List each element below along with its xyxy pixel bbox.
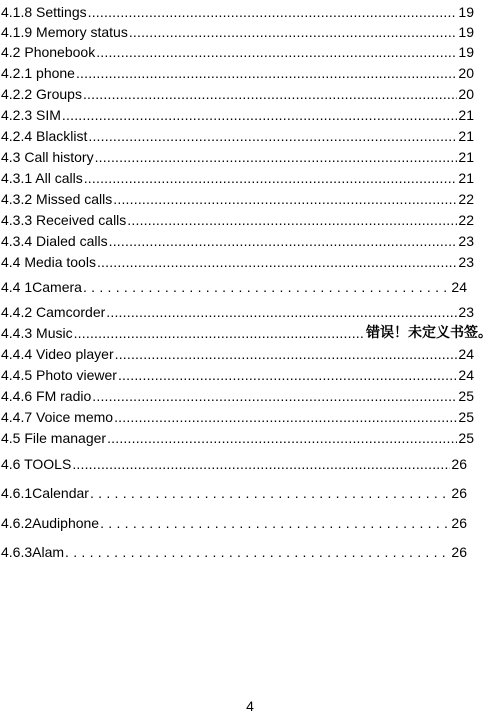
toc-entry-title: 4.4.5 Photo viewer [1, 367, 117, 383]
toc-entry-page: 23 [458, 254, 474, 270]
toc-leader-dots [76, 65, 457, 81]
toc-entry[interactable] [1, 342, 474, 362]
toc-leader-dots [72, 456, 450, 472]
toc-entry-page: 24 [451, 279, 467, 295]
toc-leader-dots [118, 367, 457, 383]
toc-entry-title: 4.3.2 Missed calls [1, 191, 113, 207]
toc-entry[interactable] [1, 187, 474, 207]
toc-entry-page: 26 [451, 515, 467, 531]
toc-entry-title: 4.6 TOOLS [1, 456, 72, 472]
toc-entry[interactable] [1, 405, 474, 425]
toc-entry-title: 4.6.1Calendar [1, 485, 89, 501]
toc-leader-dots [88, 4, 458, 20]
toc-entry-page: 20 [458, 65, 474, 81]
toc-entry[interactable] [1, 363, 474, 383]
toc-entry-title: 4.6.3Alam [1, 544, 65, 560]
toc-entry-title: 4.4.7 Voice memo [1, 409, 114, 425]
toc-entry-title: 4.2.1 phone [1, 65, 75, 81]
toc-entry[interactable] [1, 426, 474, 446]
toc-leader-dots [88, 128, 457, 144]
toc-entry-page: 20 [458, 86, 474, 102]
toc-entry-page: 26 [451, 456, 467, 472]
toc-entry-page: 24 [458, 367, 474, 383]
toc-leader-dots [129, 24, 458, 40]
toc-entry[interactable] [1, 82, 474, 102]
toc-entry[interactable] [1, 511, 467, 531]
toc-entry-title: 4.2.4 Blacklist [1, 128, 88, 144]
toc-leader-dots [113, 191, 457, 207]
toc-entry-page: 19 [458, 44, 474, 60]
toc-entry[interactable] [1, 208, 474, 228]
toc-entry-page-error: 错误！未定义书签。 [366, 325, 492, 341]
toc-entry-page: 23 [458, 304, 474, 320]
toc-entry-page: 19 [458, 4, 474, 20]
toc-entry-title: 4.3.1 All calls [1, 170, 83, 186]
toc-leader-dots [62, 107, 458, 123]
toc-entry[interactable] [1, 481, 467, 501]
toc-entry-title: 4.6.2Audiphone [1, 515, 100, 531]
toc-entry-page: 24 [458, 346, 474, 362]
toc-entry[interactable] [1, 540, 467, 560]
toc-leader-dots [109, 233, 458, 249]
toc-entry-page: 25 [458, 388, 474, 404]
toc-entry-title: 4.4 1Camera [1, 279, 82, 295]
toc-entry-title: 4.3 Call history [1, 149, 94, 165]
toc-entry[interactable] [1, 124, 474, 144]
toc-leader-dots [96, 44, 457, 60]
toc-entry[interactable] [1, 250, 474, 270]
toc-entry-page: 23 [458, 233, 474, 249]
toc-leader-dots [92, 388, 457, 404]
toc-entry[interactable] [1, 20, 474, 40]
toc-entry-page: 26 [451, 485, 467, 501]
toc-entry[interactable] [1, 0, 474, 20]
toc-entry[interactable] [1, 275, 467, 295]
toc-entry-title: 4.4.3 Music [1, 325, 73, 341]
toc-entry-page: 21 [458, 170, 474, 186]
toc-entry-page: 19 [458, 24, 474, 40]
toc-entry[interactable] [1, 300, 474, 320]
toc-leader-dots [95, 149, 458, 165]
toc-entry-title: 4.1.9 Memory status [1, 24, 128, 40]
toc-entry-title: 4.4.2 Camcorder [1, 304, 106, 320]
toc-entry-title: 4.3.4 Dialed calls [1, 233, 108, 249]
toc-entry-title: 4.5 File manager [1, 430, 107, 446]
toc-leader-dots [65, 544, 450, 560]
toc-leader-dots [90, 485, 450, 501]
toc-entry[interactable] [1, 103, 474, 123]
toc-entry[interactable] [1, 229, 474, 249]
toc-entry-title: 4.1.8 Settings [1, 4, 87, 20]
toc-entry-title: 4.3.3 Received calls [1, 212, 127, 228]
toc-entry[interactable] [1, 384, 474, 404]
toc-entry[interactable] [1, 40, 474, 60]
toc-leader-dots [100, 515, 450, 531]
toc-leader-dots [114, 409, 457, 425]
toc-entry-title: 4.4 Media tools [1, 254, 96, 270]
toc-entry-page: 22 [458, 212, 474, 228]
toc-entry-page: 21 [458, 128, 474, 144]
toc-leader-dots [83, 86, 457, 102]
toc-entry-page: 21 [458, 149, 474, 165]
toc-leader-dots [83, 279, 450, 295]
toc-entry-page: 25 [458, 430, 474, 446]
toc-entry-page: 25 [458, 409, 474, 425]
page-number: 4 [246, 698, 254, 714]
toc-entry-title: 4.2.2 Groups [1, 86, 82, 102]
toc-leader-dots [107, 430, 457, 446]
toc-entry-title: 4.2 Phonebook [1, 44, 96, 60]
toc-leader-dots [74, 325, 365, 341]
toc-entry-page: 22 [458, 191, 474, 207]
toc-entry[interactable] [1, 321, 492, 341]
toc-entry[interactable] [1, 452, 467, 472]
toc-leader-dots [127, 212, 457, 228]
toc-leader-dots [115, 346, 458, 362]
toc-entry[interactable] [1, 61, 474, 81]
toc-entry-page: 26 [451, 544, 467, 560]
toc-leader-dots [97, 254, 457, 270]
toc-entry-title: 4.4.6 FM radio [1, 388, 92, 404]
toc-entry-title: 4.4.4 Video player [1, 346, 114, 362]
toc-entry-page: 21 [458, 107, 474, 123]
toc-leader-dots [84, 170, 458, 186]
toc-entry[interactable] [1, 166, 474, 186]
toc-leader-dots [106, 304, 457, 320]
toc-entry-title: 4.2.3 SIM [1, 107, 61, 123]
toc-entry[interactable] [1, 145, 474, 165]
